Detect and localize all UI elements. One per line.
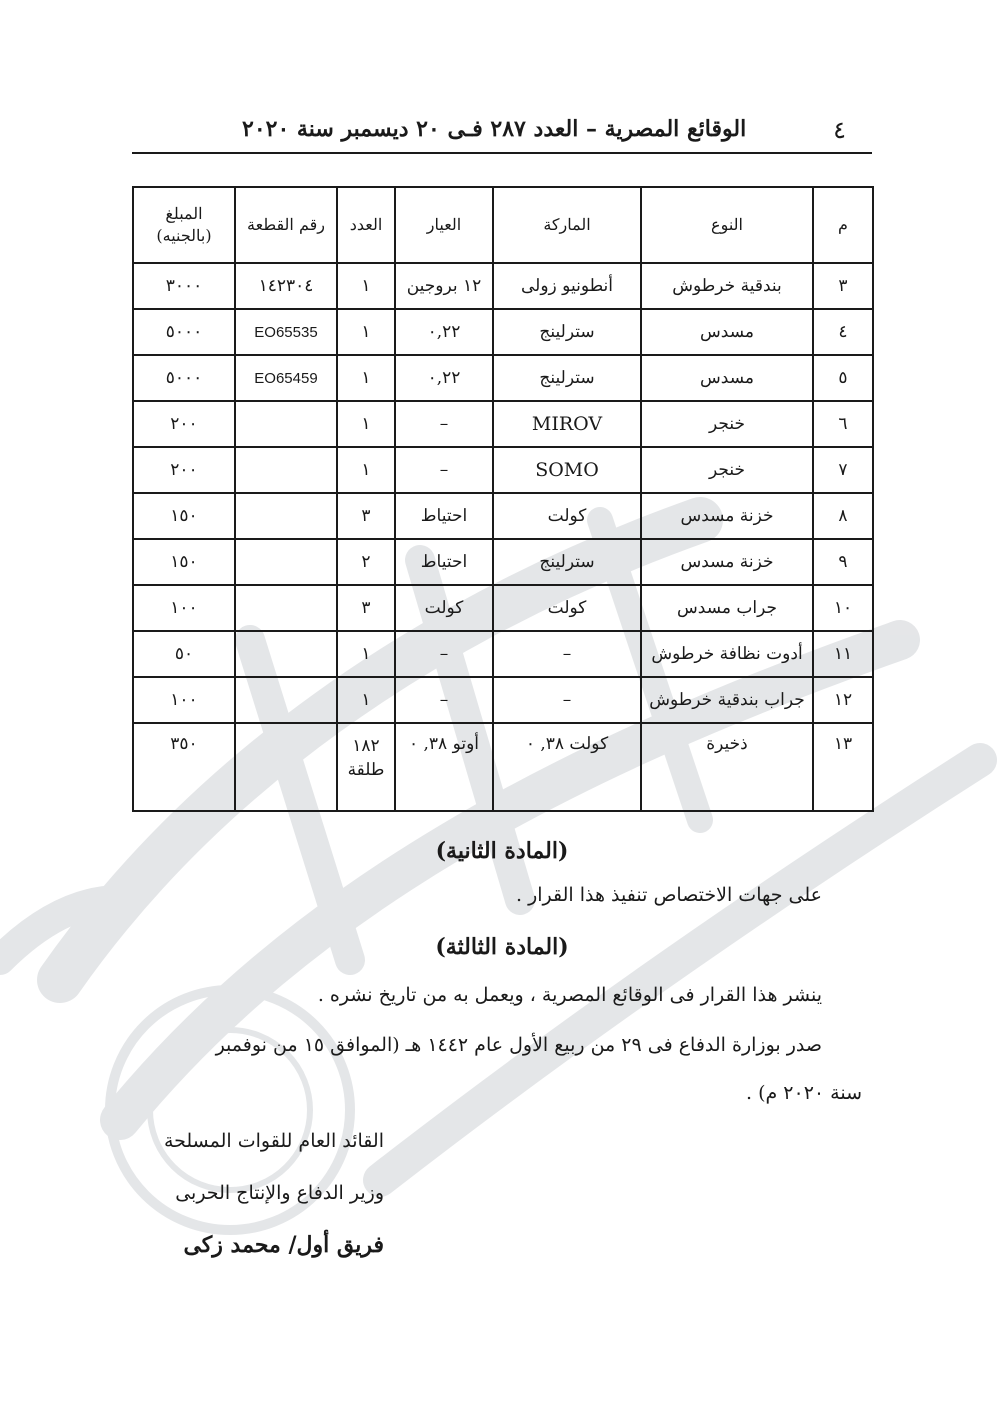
cell-brand: كولت ٣٨, ٠ xyxy=(493,723,641,811)
cell-index: ١٣ xyxy=(813,723,873,811)
cell-type: خنجر xyxy=(641,401,813,447)
cell-serial xyxy=(235,539,337,585)
cell-type: أدوت نظافة خرطوش xyxy=(641,631,813,677)
article-3-title: (المادة الثالثة) xyxy=(435,934,569,960)
table-row xyxy=(133,631,873,677)
cell-serial xyxy=(235,585,337,631)
items-table xyxy=(132,186,874,812)
cell-brand: سترلينج xyxy=(493,539,641,585)
table-row xyxy=(133,723,873,811)
issuance-line-1: صدر بوزارة الدفاع فى ٢٩ من ربيع الأول عام ١٤٤٢ هـ (الموافق ١٥ من نوفمبر xyxy=(215,1034,822,1056)
col-header-type: النوع xyxy=(641,187,813,263)
cell-count: ١ xyxy=(337,447,395,493)
cell-index: ١٠ xyxy=(813,585,873,631)
cell-count: ١٨٢ طلقة xyxy=(337,723,395,811)
table-row xyxy=(133,447,873,493)
col-header-count: العدد xyxy=(337,187,395,263)
cell-serial: ١٤٢٣٠٤ xyxy=(235,263,337,309)
cell-amount: ١٠٠ xyxy=(133,585,235,631)
cell-count: ١ xyxy=(337,401,395,447)
cell-serial: EO65535 xyxy=(235,309,337,355)
article-2-title: (المادة الثانية) xyxy=(435,838,569,864)
cell-index: ٨ xyxy=(813,493,873,539)
cell-index: ١١ xyxy=(813,631,873,677)
article-2-text: على جهات الاختصاص تنفيذ هذا القرار . xyxy=(516,884,822,906)
table-row xyxy=(133,493,873,539)
cell-amount: ٥٠ xyxy=(133,631,235,677)
cell-brand: SOMO xyxy=(493,447,641,493)
cell-caliber: – xyxy=(395,447,493,493)
cell-caliber: احتياط xyxy=(395,539,493,585)
signatory-name: فريق أول/ محمد زكى xyxy=(183,1232,384,1258)
cell-index: ٩ xyxy=(813,539,873,585)
cell-amount: ٣٠٠٠ xyxy=(133,263,235,309)
cell-caliber: ٠,٢٢ xyxy=(395,309,493,355)
cell-index: ٧ xyxy=(813,447,873,493)
cell-amount: ٥٠٠٠ xyxy=(133,309,235,355)
cell-amount: ١٠٠ xyxy=(133,677,235,723)
cell-index: ٦ xyxy=(813,401,873,447)
article-3-text: ينشر هذا القرار فى الوقائع المصرية ، ويعمل به من تاريخ نشره . xyxy=(317,984,822,1006)
col-header-brand: الماركة xyxy=(493,187,641,263)
signatory-role-1: القائد العام للقوات المسلحة xyxy=(163,1130,384,1152)
cell-serial xyxy=(235,677,337,723)
page-header xyxy=(132,112,872,154)
cell-amount: ٢٠٠ xyxy=(133,447,235,493)
cell-caliber: أوتو ٣٨, ٠ xyxy=(395,723,493,811)
cell-brand: – xyxy=(493,677,641,723)
cell-caliber: ٠,٢٢ xyxy=(395,355,493,401)
cell-brand: سترلينج xyxy=(493,355,641,401)
page-number: ٤ xyxy=(833,116,846,144)
cell-count: ٣ xyxy=(337,585,395,631)
cell-count: ١ xyxy=(337,263,395,309)
table-row xyxy=(133,309,873,355)
cell-type: خنجر xyxy=(641,447,813,493)
cell-amount: ١٥٠ xyxy=(133,539,235,585)
cell-type: خزنة مسدس xyxy=(641,493,813,539)
table-row xyxy=(133,263,873,309)
cell-amount: ٢٠٠ xyxy=(133,401,235,447)
cell-serial xyxy=(235,493,337,539)
cell-serial xyxy=(235,447,337,493)
col-header-index: م xyxy=(813,187,873,263)
table-row xyxy=(133,677,873,723)
cell-type: بندقية خرطوش xyxy=(641,263,813,309)
signatory-role-2: وزير الدفاع والإنتاج الحربى xyxy=(175,1182,384,1204)
cell-serial xyxy=(235,723,337,811)
cell-caliber: – xyxy=(395,631,493,677)
cell-amount: ٥٠٠٠ xyxy=(133,355,235,401)
cell-caliber: ١٢ بروجين xyxy=(395,263,493,309)
table-row xyxy=(133,401,873,447)
cell-count: ١ xyxy=(337,677,395,723)
cell-serial: EO65459 xyxy=(235,355,337,401)
gazette-title: الوقائع المصرية – العدد ٢٨٧ فـى ٢٠ ديسمبر سنة ٢٠٢٠ xyxy=(242,116,747,142)
cell-count: ٣ xyxy=(337,493,395,539)
cell-brand: كولت xyxy=(493,585,641,631)
cell-brand: أنطونيو زولى xyxy=(493,263,641,309)
table-header-row xyxy=(133,187,873,263)
table-row xyxy=(133,355,873,401)
cell-brand: سترلينج xyxy=(493,309,641,355)
col-header-amount: المبلغ (بالجنيه) xyxy=(133,187,235,263)
cell-type: ذخيرة xyxy=(641,723,813,811)
cell-type: جراب بندقية خرطوش xyxy=(641,677,813,723)
cell-index: ٤ xyxy=(813,309,873,355)
cell-index: ٣ xyxy=(813,263,873,309)
cell-type: مسدس xyxy=(641,309,813,355)
cell-type: جراب مسدس xyxy=(641,585,813,631)
cell-caliber: – xyxy=(395,677,493,723)
cell-serial xyxy=(235,631,337,677)
cell-index: ١٢ xyxy=(813,677,873,723)
col-header-caliber: العيار xyxy=(395,187,493,263)
cell-amount: ١٥٠ xyxy=(133,493,235,539)
table-row xyxy=(133,585,873,631)
cell-caliber: احتياط xyxy=(395,493,493,539)
cell-brand: – xyxy=(493,631,641,677)
cell-count: ٢ xyxy=(337,539,395,585)
cell-count: ١ xyxy=(337,631,395,677)
table-row xyxy=(133,539,873,585)
cell-brand: MIROV xyxy=(493,401,641,447)
cell-serial xyxy=(235,401,337,447)
cell-caliber: – xyxy=(395,401,493,447)
issuance-line-2: سنة ٢٠٢٠ م) . xyxy=(745,1082,862,1104)
cell-caliber: كولت xyxy=(395,585,493,631)
cell-amount: ٣٥٠ xyxy=(133,723,235,811)
cell-brand: كولت xyxy=(493,493,641,539)
col-header-serial: رقم القطعة xyxy=(235,187,337,263)
cell-index: ٥ xyxy=(813,355,873,401)
cell-count: ١ xyxy=(337,355,395,401)
cell-type: مسدس xyxy=(641,355,813,401)
cell-type: خزنة مسدس xyxy=(641,539,813,585)
cell-count: ١ xyxy=(337,309,395,355)
